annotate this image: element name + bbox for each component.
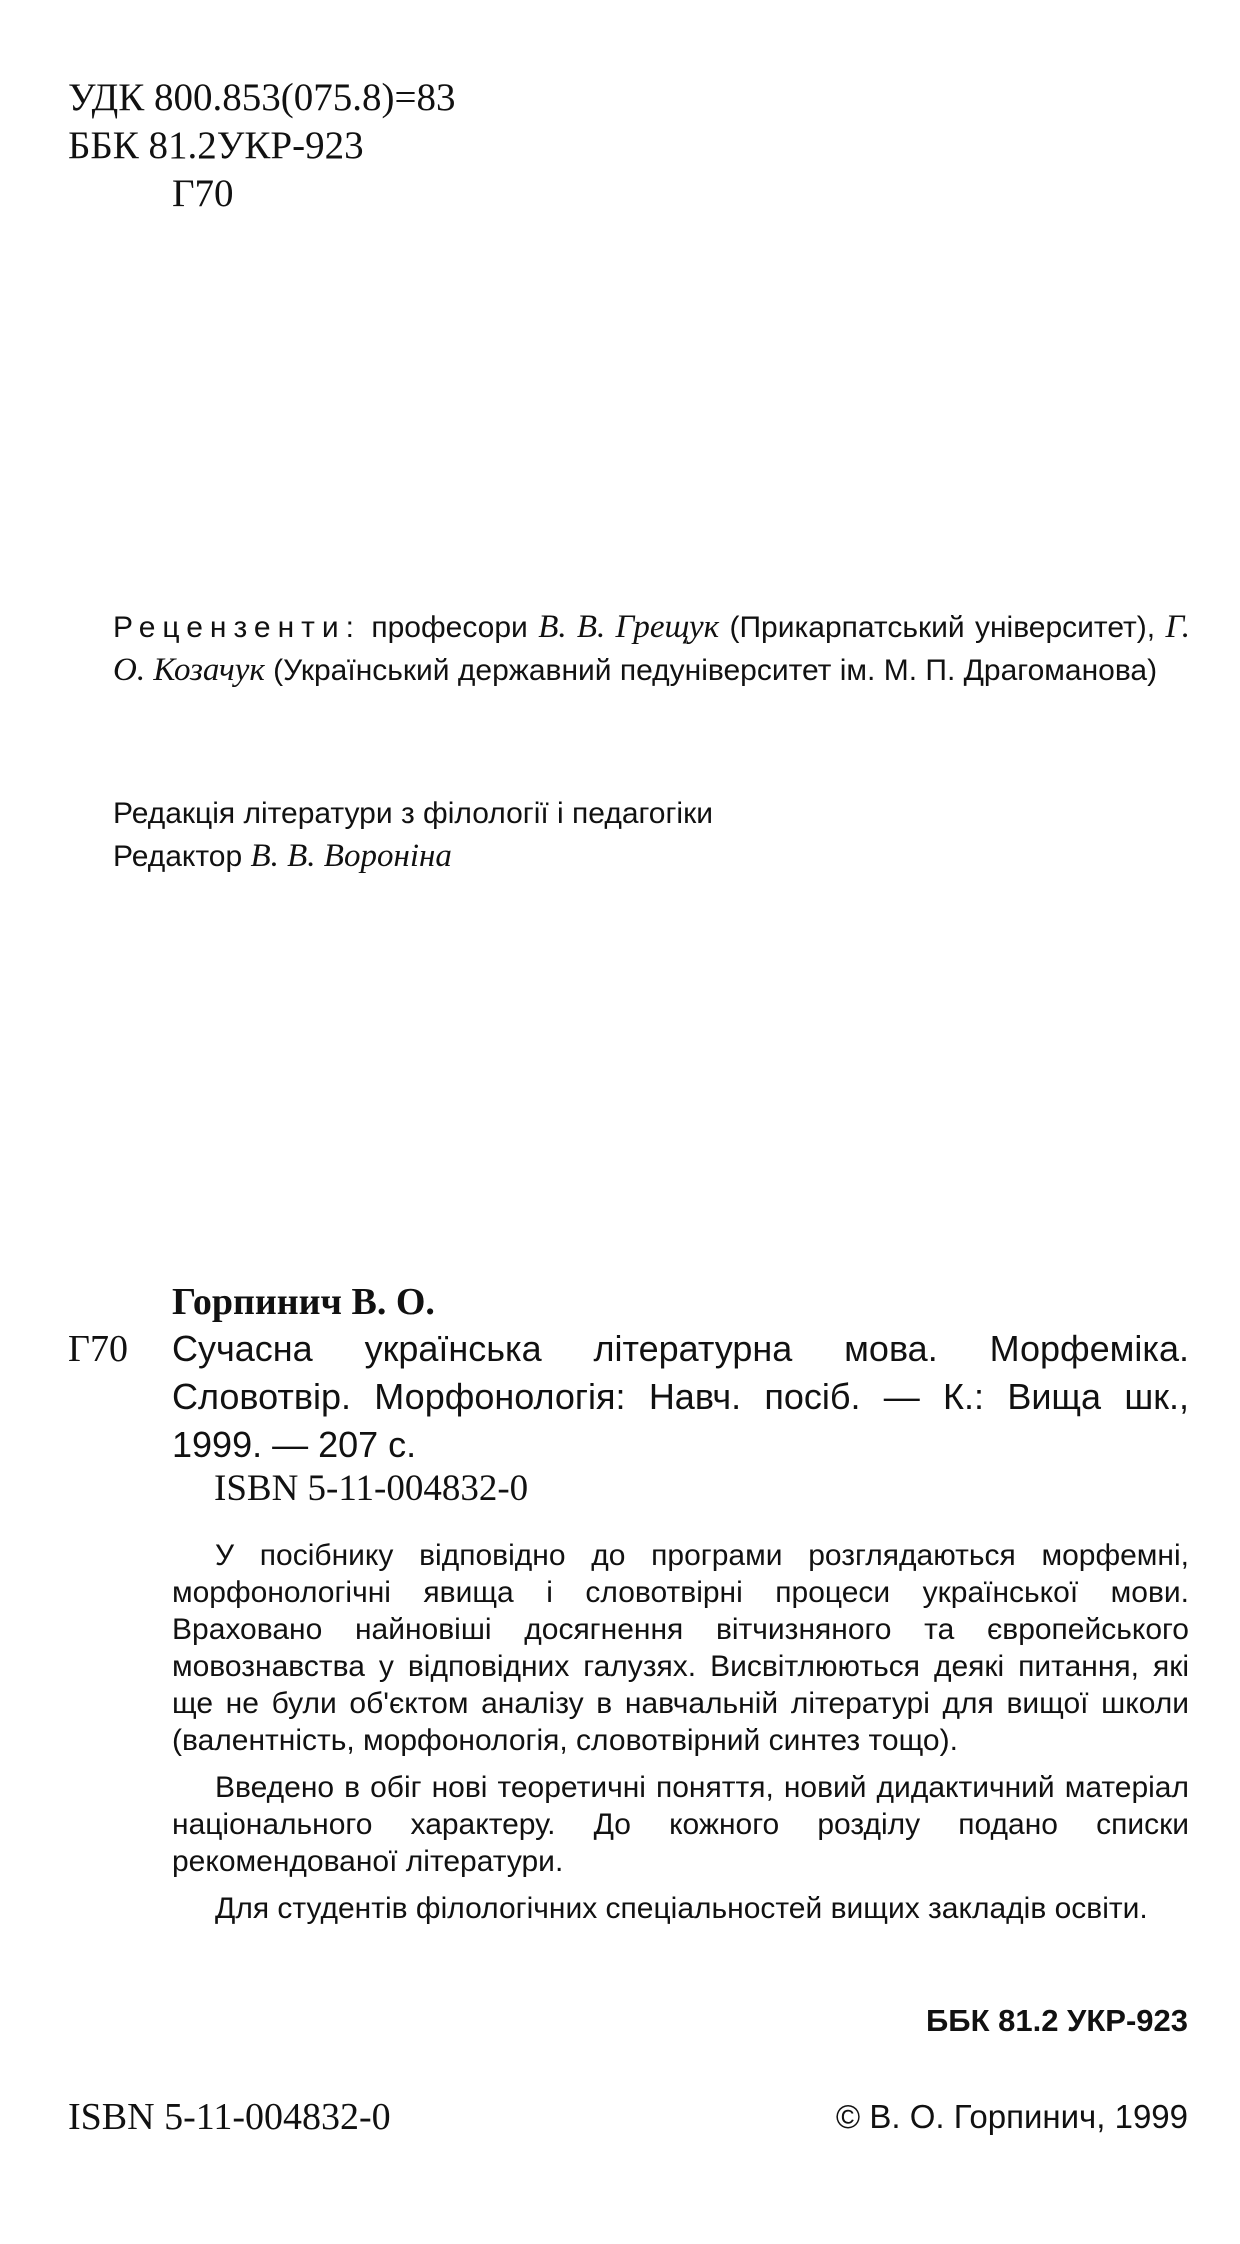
annotation <box>172 1537 1189 1937</box>
bib-author: Горпинич В. О. <box>172 1281 435 1323</box>
reviewer-1-name: В. В. Грещук <box>538 609 720 645</box>
editorial-department: Редакція літератури з філології і педагогіки <box>113 797 713 830</box>
annotation-paragraph: Для студентів філологічних спеціальностей вищих закладів освіти. <box>215 1892 1148 1925</box>
footer-copyright: © В. О. Горпинич, 1999 <box>835 2098 1188 2135</box>
annotation-paragraph: У посібнику відповідно до програми розглядаються морфемні, морфонологічні явища і словотвірні процеси української мови. Враховано найновіші досягнення вітчизняного та європейського мовознавства у відповідних галузях. Висвітлюються деякі питання, які ще не були об'єктом аналізу в навчальній літературі для вищої школи (валентність, морфонологія, словотвірний синтез тощо). <box>172 1539 1189 1757</box>
reviewers-prefix: професори <box>371 611 528 644</box>
footer-isbn: ISBN 5-11-004832-0 <box>68 2096 391 2138</box>
reviewer-1-affiliation: (Прикарпатський університет), <box>729 611 1156 644</box>
editor-name: В. В. Вороніна <box>250 838 452 874</box>
footer-bbk: ББК 81.2 УКР-923 <box>926 2003 1188 2038</box>
editorial-block <box>113 792 713 878</box>
bib-description: Сучасна українська літературна мова. Морфеміка. Словотвір. Морфонологія: Навч. посіб. — К.: Вища шк., 1999. — 207 с. <box>172 1328 1189 1465</box>
editor-line <box>113 835 713 878</box>
reviewer-2-affiliation: (Український державний педуніверситет ім. М. П. Драгоманова) <box>273 654 1158 687</box>
bbk-code: ББК 81.2УКР-923 <box>68 124 364 167</box>
annotation-paragraph: Введено в обіг нові теоретичні поняття, новий дидактичний матеріал національного характеру. До кожного розділу подано списки рекомендованої літератури. <box>172 1771 1189 1878</box>
bib-classmark: Г70 <box>68 1328 128 1370</box>
author-mark: Г70 <box>172 172 234 215</box>
reviewers-block <box>113 606 1190 692</box>
editor-label: Редактор <box>113 840 243 873</box>
reviewers-label: Рецензенти: <box>113 611 361 644</box>
reviewer-2-name: Г. О. Козачук <box>113 609 1190 688</box>
udk-code: УДК 800.853(075.8)=83 <box>68 76 456 119</box>
bib-isbn: ISBN 5-11-004832-0 <box>214 1468 529 1509</box>
classification-codes <box>68 74 456 218</box>
